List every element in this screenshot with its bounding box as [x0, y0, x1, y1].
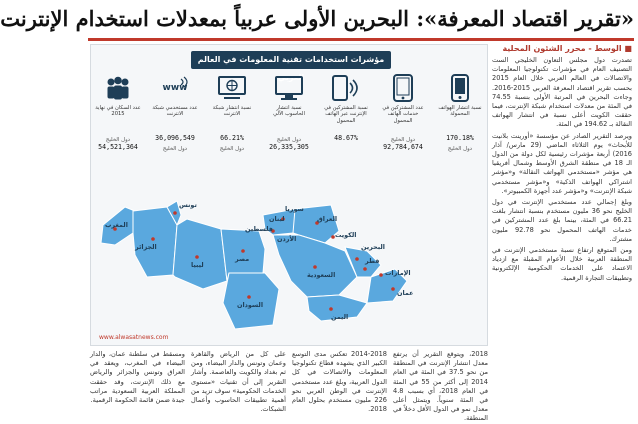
stat-value: 36,096,549: [155, 134, 195, 142]
stat-value: 170.18%: [446, 134, 474, 142]
map-label-jordan: الأردن: [277, 235, 297, 243]
stat-label: نسبة المشتركين في الإنترنت عبر الهاتف المحمول: [324, 105, 368, 124]
map-label-kuwait: الكويت: [335, 231, 357, 239]
map-label-lebanon: لبنان: [269, 215, 285, 223]
stat-mobile-penetration: [437, 73, 483, 181]
map-label-qatar: قطر: [365, 257, 380, 265]
map-label-saudi: السعودية: [307, 271, 336, 279]
stat-scope: دول الخليج: [447, 146, 473, 152]
bottom-columns: [90, 350, 488, 423]
map-label-syria: سوريا: [285, 205, 304, 213]
computer-icon: [274, 73, 304, 103]
map-label-libya: ليبيا: [191, 261, 204, 269]
map-label-iraq: العراق: [317, 215, 338, 223]
bottom-column: 2018، ويتوقع التقرير أن يرتفع معدل انتشار الإنترنت في المنطقة من نحو 37.5 في المئة في العام 2014 إلى أكثر من 55 في المئة في العام 2018، أي بسبب 4.8 في المئة سنوياً. ويتمثل أعلى معدل نمو في الدول الأقل دخلاً في المنطقة.: [393, 350, 488, 423]
headline: «تقرير اقتصاد المعرفة»: البحرين الأولى عربياً بمعدلات استخدام الإنترنت: [0, 6, 634, 31]
article-paragraph: ويرصد التقرير الصادر عن مؤسسة «أورينت بلانيت للأبحاث» يوم الثلاثاء الماضي (29 مارس/ آذار 2016) أربعة مؤشرات رئيسية لكل دولة من الدول الـ 18 في منطقة الشرق الأوسط وشمال أفريقيا هي مؤشر «مستخدمي الهواتف النقالة» و«مؤشر اشتراكي الهواتف الذكية» و«مؤشر مستخدمي شبكة الإنترنت» و«مؤشر عدد أجهزة الكمبيوتر».: [492, 131, 632, 195]
stat-scope: دول الخليج: [105, 137, 131, 143]
article-paragraph: تصدرت دول مجلس التعاون الخليجي الست التصنيف العام في مؤشرات تكنولوجيا المعلومات والاتصالات في العالم العربي خلال العام 2015 بحسب تقرير اقتصاد المعرفة العربي 2015-2016. وجاءت البحرين في المرتبة الأولى بنسبة 74.55 في المئة من معدلات استخدام شبكة الإنترنت، فيما حققت الكويت أعلى نسبة في انتشار الهواتف النقالة بـ 194.62 في المئة.: [492, 56, 632, 129]
stat-mobile-subscribers: [380, 73, 426, 181]
map-label-bahrain: البحرين: [361, 243, 385, 251]
stat-label: نسبة انتشار الحاسوب الآلي: [273, 105, 305, 118]
map-algeria: [133, 207, 177, 277]
stat-scope: دول الخليج: [162, 146, 188, 152]
www-icon: [160, 73, 190, 103]
article-paragraph: ومن المتوقع ارتفاع نسبة مستخدمي الإنترنت في المنطقة العربية خلال الأعوام المقبلة مع ازدياد الاعتماد على الخدمات الحكومية الإلكترونية وتطبيقات التجارة الرقمية.: [492, 246, 632, 282]
map-label-yemen: اليمن: [331, 313, 349, 321]
map-label-sudan: السودان: [237, 301, 264, 309]
stat-label: نسبة انتشار شبكة الانترنت: [212, 105, 252, 118]
map-label-egypt: مصر: [235, 255, 250, 263]
mobile-internet-icon: [331, 73, 361, 103]
population-icon: [103, 73, 133, 103]
arab-world-map: [95, 185, 483, 335]
stat-label: نسبة انتشار الهواتف المحمولة: [438, 105, 482, 118]
stats-row: [95, 73, 483, 181]
infographic-banner: مؤشرات استخدامات تقنية المعلومات في العالم العربي: [191, 51, 391, 69]
stat-scope: دول الخليج: [390, 137, 416, 143]
bottom-column: على كل من الرياض والقاهرة وعمان وتونس والدار البيضاء، ومن ثم بغداد والكويت والعاصمة. وأشار التقرير إلى أن تقنيات «مستوى الخدمات الحكومية» سوف تزيد من أهمية تطبيقات الحاسوب وأعمال الشبكات.: [190, 350, 286, 414]
map-label-oman: عمان: [397, 289, 414, 297]
map-label-palestine: فلسطين: [245, 225, 273, 233]
stat-label: عدد مستخدمي شبكة الانترنت: [152, 105, 198, 118]
stat-scope: دول الخليج: [276, 137, 302, 143]
stat-value: 26,335,305: [269, 143, 309, 151]
stat-value: 54,521,364: [98, 143, 138, 151]
article-column: [492, 56, 632, 410]
map-label-morocco: المغرب: [105, 221, 128, 229]
map-label-uae: الإمارات: [385, 269, 411, 277]
stat-internet-users: [152, 73, 198, 181]
stat-label: عدد المشتركين في خدمات الهاتف المحمول: [382, 105, 424, 124]
watermark: www.alwasatnews.com: [99, 334, 169, 341]
svg-text:www: www: [162, 83, 188, 93]
byline: ■ الوسط - محرر الشئون المحلية: [502, 44, 632, 53]
stat-value: 48.67%: [334, 134, 358, 142]
headline-rule: [88, 38, 634, 41]
infographic: [90, 44, 488, 346]
stat-computer: [266, 73, 312, 181]
stat-population: [95, 73, 141, 181]
internet-penetration-icon: [217, 73, 247, 103]
stat-value: 66.21%: [220, 134, 244, 142]
phone-subscribers-icon: [388, 73, 418, 103]
stat-scope: دول الخليج: [219, 146, 245, 152]
bottom-column: 2014-2018 تعكس مدى التوسع الكبير الذي يشهده قطاع تكنولوجيا المعلومات والاتصالات في كل الدول العربية، وبلغ عدد مستخدمي الإنترنت في الوطن العربي نحو 226 مليون مستخدم بحلول العام 2018.: [292, 350, 387, 414]
map-libya: [173, 219, 227, 289]
stat-label: عدد السكان في نهاية 2015: [95, 105, 141, 118]
bottom-column: ومسقط في سلطنة عمان، والدار البيضاء في المغرب، ويعقد في العراق وتونس والجزائر والرياض مع ذلك الإنترنت، وقد حققت المملكة العربية السعودية مراتب جيدة ضمن قائمة الحكومة الرقمية.: [90, 350, 185, 405]
map-label-algeria: الجزائر: [135, 243, 157, 251]
mobile-phone-icon: [445, 73, 475, 103]
stat-mobile-internet: [323, 73, 369, 181]
map-label-tunisia: تونس: [179, 201, 197, 209]
article-paragraph: وبلغ إجمالي عدد مستخدمي الإنترنت في دول الخليج نحو 36 مليون مستخدم بنسبة انتشار بلغت 66.21 في المئة، بينما بلغ عدد المشتركين في خدمات الهاتف المحمول نحو 92.78 مليون مشترك.: [492, 198, 632, 243]
stat-value: 92,784,674: [383, 143, 423, 151]
stat-internet-penetration: [209, 73, 255, 181]
